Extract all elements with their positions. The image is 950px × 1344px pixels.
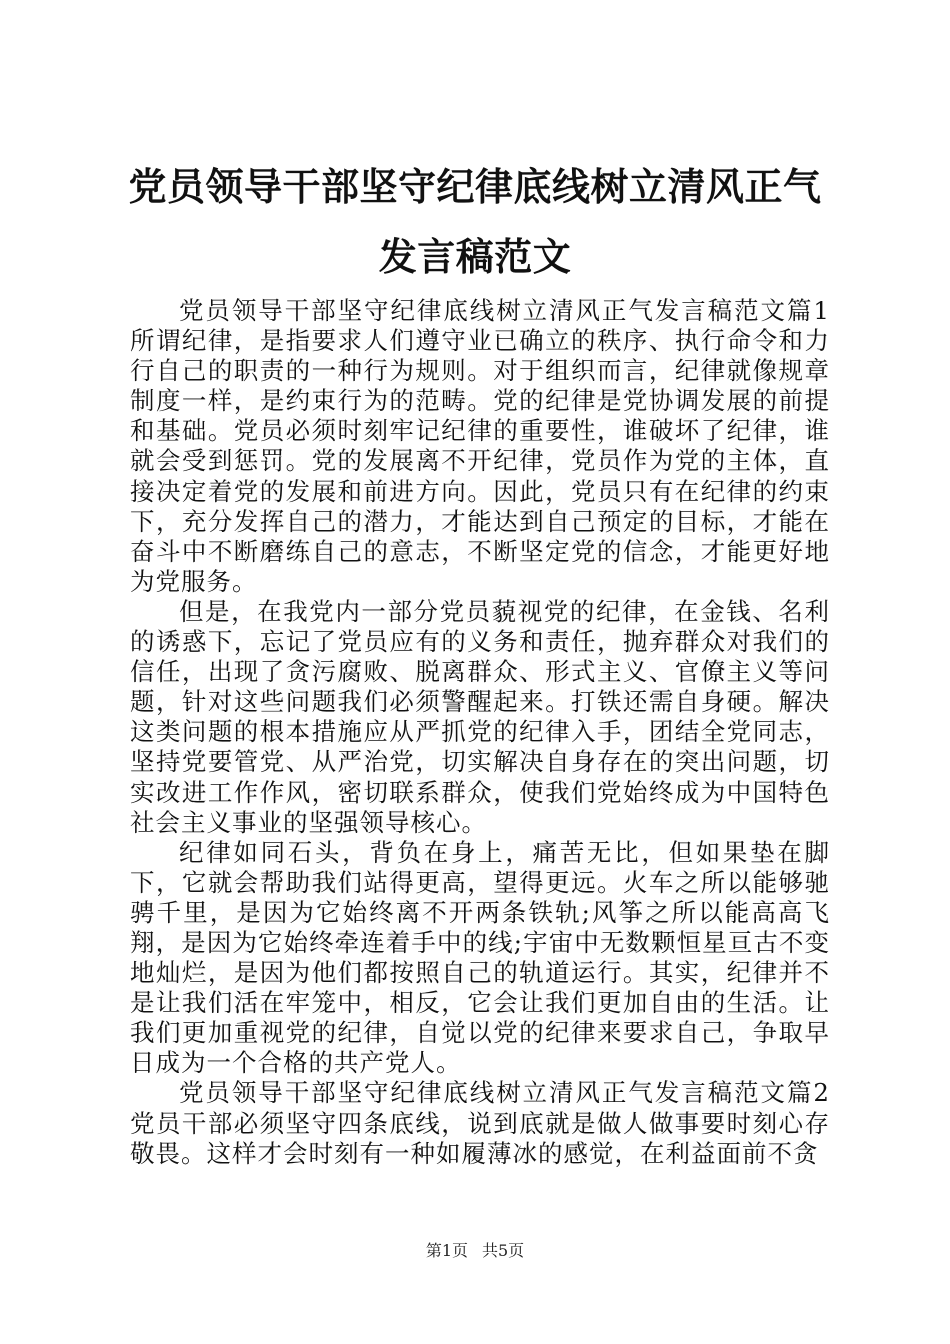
paragraph: 党员领导干部坚守纪律底线树立清风正气发言稿范文篇1所谓纪律，是指要求人们遵守业已确立的秩序、执行命令和力行自己的职责的一种行为规则。对于组织而言，纪律就像规章制度一样，是约束行为的范畴。党的纪律是党协调发展的前提和基础。党员必须时刻牢记纪律的重要性，谁破坏了纪律，谁就会受到惩罚。党的发展离不开纪律，党员作为党的主体，直接决定着党的发展和前进方向。因此，党员只有在纪律的约束下，充分发挥自己的潜力，才能达到自己预定的目标，才能在奋斗中不断磨练自己的意志，不断坚定党的信念，才能更好地为党服务。 xyxy=(130,296,830,596)
paragraph: 党员领导干部坚守纪律底线树立清风正气发言稿范文篇2党员干部必须坚守四条底线，说到底就是做人做事要时刻心存敬畏。这样才会时刻有一种如履薄冰的感觉，在利益面前不贪 xyxy=(130,1078,830,1168)
document-title: 党员领导干部坚守纪律底线树立清风正气发言稿范文 xyxy=(128,164,822,279)
paragraph: 但是，在我党内一部分党员藐视党的纪律，在金钱、名利的诱惑下，忘记了党员应有的义务和责任，抛弃群众对我们的信任，出现了贪污腐败、脱离群众、形式主义、官僚主义等问题，针对这些问题我们必须警醒起来。打铁还需自身硬。解决这类问题的根本措施应从严抓党的纪律入手，团结全党同志，坚持党要管党、从严治党，切实解决自身存在的突出问题，切实改进工作作风，密切联系群众，使我们党始终成为中国特色社会主义事业的坚强领导核心。 xyxy=(130,596,830,837)
page-number: 第1页 xyxy=(425,1241,468,1260)
page-footer xyxy=(0,1241,950,1261)
paragraph: 纪律如同石头，背负在身上，痛苦无比，但如果垫在脚下，它就会帮助我们站得更高，望得更远。火车之所以能够驰骋千里，是因为它始终离不开两条铁轨;风筝之所以能高高飞翔，是因为它始终牵连着手中的线;宇宙中无数颗恒星亘古不变地灿烂，是因为他们都按照自己的轨道运行。其实，纪律并不是让我们活在牢笼中，相反，它会让我们更加自由的生活。让我们更加重视党的纪律，自觉以党的纪律来要求自己，争取早日成为一个合格的共产党人。 xyxy=(130,837,830,1078)
page-total: 共5页 xyxy=(482,1241,525,1260)
document-body xyxy=(130,296,830,1169)
